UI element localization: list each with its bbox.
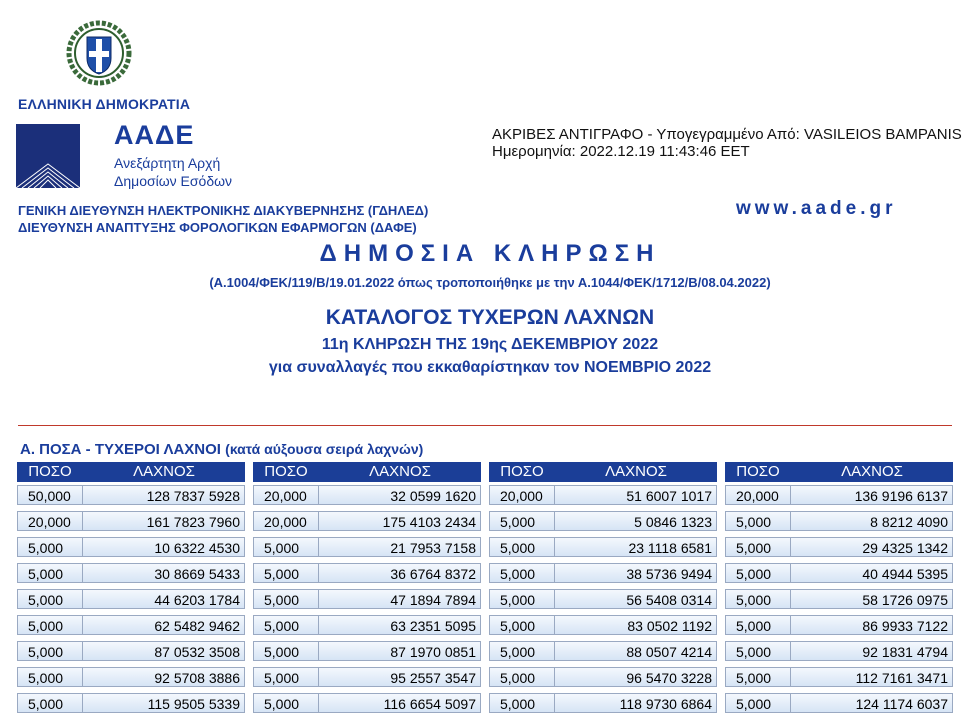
table-row	[489, 508, 717, 534]
amount-cell: 5,000	[725, 563, 791, 583]
ticket-cell: 88 0507 4214	[555, 641, 717, 661]
amount-cell: 5,000	[489, 667, 555, 687]
section-heading	[20, 441, 423, 458]
amount-cell: 5,000	[725, 615, 791, 635]
table-row	[253, 534, 481, 560]
table-row	[725, 612, 953, 638]
period-subtitle: για συναλλαγές που εκκαθαρίστηκαν τον ΝΟΕΜΒΡΙΟ 2022	[268, 359, 712, 376]
table-row	[489, 534, 717, 560]
ticket-header: ΛΑΧΝΟΣ	[841, 463, 903, 480]
amount-cell: 20,000	[17, 511, 83, 531]
table-row	[725, 508, 953, 534]
signature-note	[492, 126, 962, 160]
table-row	[253, 638, 481, 664]
table-row	[17, 560, 245, 586]
amount-cell: 5,000	[17, 667, 83, 687]
ticket-cell: 8 8212 4090	[791, 511, 953, 531]
table-row	[17, 638, 245, 664]
signature-date: Ημερομηνία: 2022.12.19 11:43:46 EET	[492, 143, 750, 160]
section-title: Α. ΠΟΣΑ - ΤΥΧΕΡΟΙ ΛΑΧΝΟΙ	[20, 441, 221, 458]
general-directorate: ΓΕΝΙΚΗ ΔΙΕΥΘΥΝΣΗ ΗΛΕΚΤΡΟΝΙΚΗΣ ΔΙΑΚΥΒΕΡΝΗΣΗΣ (ΓΔΗΛΕΔ)	[18, 203, 429, 218]
table-row	[17, 690, 245, 716]
table-header	[489, 462, 717, 482]
divider	[18, 425, 952, 426]
table-header	[725, 462, 953, 482]
draw-subtitle: 11η ΚΛΗΡΩΣΗ ΤΗΣ 19ης ΔΕΚΕΜΒΡΙΟΥ 2022	[321, 336, 659, 353]
page-title: ΔΗΜΟΣΙΑ ΚΛΗΡΩΣΗ	[319, 240, 661, 267]
amount-cell: 20,000	[253, 511, 319, 531]
republic-label: ΕΛΛΗΝΙΚΗ ΔΗΜΟΚΡΑΤΙΑ	[18, 96, 191, 112]
amount-cell: 5,000	[725, 641, 791, 661]
amount-cell: 5,000	[725, 589, 791, 609]
table-row	[725, 482, 953, 508]
results-column-1	[17, 462, 245, 716]
amount-header: ΠΟΣΟ	[28, 463, 72, 480]
ticket-header: ΛΑΧΝΟΣ	[369, 463, 431, 480]
amount-cell: 5,000	[725, 667, 791, 687]
ticket-header: ΛΑΧΝΟΣ	[133, 463, 195, 480]
amount-cell: 5,000	[489, 615, 555, 635]
ticket-cell: 136 9196 6137	[791, 485, 953, 505]
amount-cell: 5,000	[17, 615, 83, 635]
amount-cell: 5,000	[725, 693, 791, 713]
amount-cell: 5,000	[17, 589, 83, 609]
results-column-4	[725, 462, 953, 716]
ticket-cell: 96 5470 3228	[555, 667, 717, 687]
table-row	[489, 612, 717, 638]
table-row	[725, 638, 953, 664]
development-directorate: ΔΙΕΥΘΥΝΣΗ ΑΝΑΠΤΥΞΗΣ ΦΟΡΟΛΟΓΙΚΩΝ ΕΦΑΡΜΟΓΩΝ (ΔΑΦΕ)	[18, 220, 417, 235]
table-row	[725, 586, 953, 612]
catalog-title: ΚΑΤΑΛΟΓΟΣ ΤΥΧΕΡΩΝ ΛΑΧΝΩΝ	[325, 306, 655, 329]
aade-logo-subtitle-line1: Ανεξάρτητη Αρχή	[114, 155, 221, 171]
ticket-header: ΛΑΧΝΟΣ	[605, 463, 667, 480]
table-row	[253, 664, 481, 690]
table-row	[253, 612, 481, 638]
ticket-cell: 30 8669 5433	[83, 563, 245, 583]
table-row	[489, 482, 717, 508]
table-row	[489, 638, 717, 664]
amount-cell: 5,000	[253, 667, 319, 687]
amount-cell: 5,000	[489, 589, 555, 609]
decision-reference: (Α.1004/ΦΕΚ/119/Β/19.01.2022 όπως τροποποιήθηκε με την Α.1044/ΦΕΚ/1712/Β/08.04.2022)	[209, 275, 771, 290]
amount-cell: 5,000	[253, 615, 319, 635]
table-row	[17, 586, 245, 612]
table-row	[489, 586, 717, 612]
table-row	[253, 560, 481, 586]
directorate-block	[18, 202, 428, 236]
amount-cell: 5,000	[489, 511, 555, 531]
ticket-cell: 116 6654 5097	[319, 693, 481, 713]
amount-cell: 5,000	[17, 563, 83, 583]
table-header	[17, 462, 245, 482]
ticket-cell: 51 6007 1017	[555, 485, 717, 505]
ticket-cell: 175 4103 2434	[319, 511, 481, 531]
ticket-cell: 40 4944 5395	[791, 563, 953, 583]
table-row	[17, 534, 245, 560]
table-row	[17, 508, 245, 534]
ticket-cell: 118 9730 6864	[555, 693, 717, 713]
ticket-cell: 115 9505 5339	[83, 693, 245, 713]
ticket-cell: 29 4325 1342	[791, 537, 953, 557]
table-row	[725, 664, 953, 690]
table-row	[725, 560, 953, 586]
ticket-cell: 86 9933 7122	[791, 615, 953, 635]
section-note: (κατά αύξουσα σειρά λαχνών)	[225, 441, 424, 457]
amount-cell: 20,000	[725, 485, 791, 505]
table-row	[489, 664, 717, 690]
ticket-cell: 32 0599 1620	[319, 485, 481, 505]
ticket-cell: 112 7161 3471	[791, 667, 953, 687]
amount-cell: 5,000	[489, 563, 555, 583]
table-row	[253, 508, 481, 534]
amount-cell: 5,000	[253, 693, 319, 713]
amount-cell: 20,000	[489, 485, 555, 505]
amount-header: ΠΟΣΟ	[736, 463, 780, 480]
amount-cell: 5,000	[253, 563, 319, 583]
table-row	[725, 690, 953, 716]
ticket-cell: 23 1118 6581	[555, 537, 717, 557]
table-row	[725, 534, 953, 560]
amount-cell: 5,000	[17, 693, 83, 713]
amount-cell: 20,000	[253, 485, 319, 505]
amount-cell: 5,000	[17, 641, 83, 661]
table-row	[253, 690, 481, 716]
ticket-cell: 161 7823 7960	[83, 511, 245, 531]
table-header	[253, 462, 481, 482]
ticket-cell: 21 7953 7158	[319, 537, 481, 557]
ticket-cell: 124 1174 6037	[791, 693, 953, 713]
ticket-cell: 47 1894 7894	[319, 589, 481, 609]
table-row	[489, 690, 717, 716]
ticket-cell: 36 6764 8372	[319, 563, 481, 583]
ticket-cell: 5 0846 1323	[555, 511, 717, 531]
amount-cell: 5,000	[489, 537, 555, 557]
amount-header: ΠΟΣΟ	[500, 463, 544, 480]
ticket-cell: 128 7837 5928	[83, 485, 245, 505]
ticket-cell: 87 1970 0851	[319, 641, 481, 661]
ticket-cell: 56 5408 0314	[555, 589, 717, 609]
table-row	[17, 664, 245, 690]
table-row	[17, 612, 245, 638]
amount-cell: 5,000	[253, 641, 319, 661]
ticket-cell: 62 5482 9462	[83, 615, 245, 635]
amount-cell: 5,000	[253, 537, 319, 557]
table-row	[489, 560, 717, 586]
website-link[interactable]: www.aade.gr	[736, 198, 897, 219]
ticket-cell: 87 0532 3508	[83, 641, 245, 661]
amount-cell: 5,000	[17, 537, 83, 557]
aade-logo-name: ΑΑΔΕ	[114, 120, 195, 150]
signature-signed-by: ΑΚΡΙΒΕΣ ΑΝΤΙΓΡΑΦΟ - Υπογεγραμμένο Από: VASILEIOS BAMPANIS	[492, 126, 962, 143]
table-row	[253, 482, 481, 508]
ticket-cell: 10 6322 4530	[83, 537, 245, 557]
amount-header: ΠΟΣΟ	[264, 463, 308, 480]
ticket-cell: 38 5736 9494	[555, 563, 717, 583]
aade-logo-icon	[16, 124, 80, 188]
ticket-cell: 44 6203 1784	[83, 589, 245, 609]
amount-cell: 5,000	[253, 589, 319, 609]
amount-cell: 5,000	[489, 641, 555, 661]
amount-cell: 5,000	[489, 693, 555, 713]
aade-logo-subtitle	[114, 154, 232, 190]
ticket-cell: 63 2351 5095	[319, 615, 481, 635]
ticket-cell: 83 0502 1192	[555, 615, 717, 635]
aade-logo-subtitle-line2: Δημοσίων Εσόδων	[114, 173, 233, 189]
coat-of-arms-icon	[66, 20, 132, 86]
table-row	[253, 586, 481, 612]
ticket-cell: 92 5708 3886	[83, 667, 245, 687]
results-column-3	[489, 462, 717, 716]
amount-cell: 50,000	[17, 485, 83, 505]
ticket-cell: 58 1726 0975	[791, 589, 953, 609]
ticket-cell: 92 1831 4794	[791, 641, 953, 661]
amount-cell: 5,000	[725, 537, 791, 557]
table-row	[17, 482, 245, 508]
ticket-cell: 95 2557 3547	[319, 667, 481, 687]
results-column-2	[253, 462, 481, 716]
amount-cell: 5,000	[725, 511, 791, 531]
